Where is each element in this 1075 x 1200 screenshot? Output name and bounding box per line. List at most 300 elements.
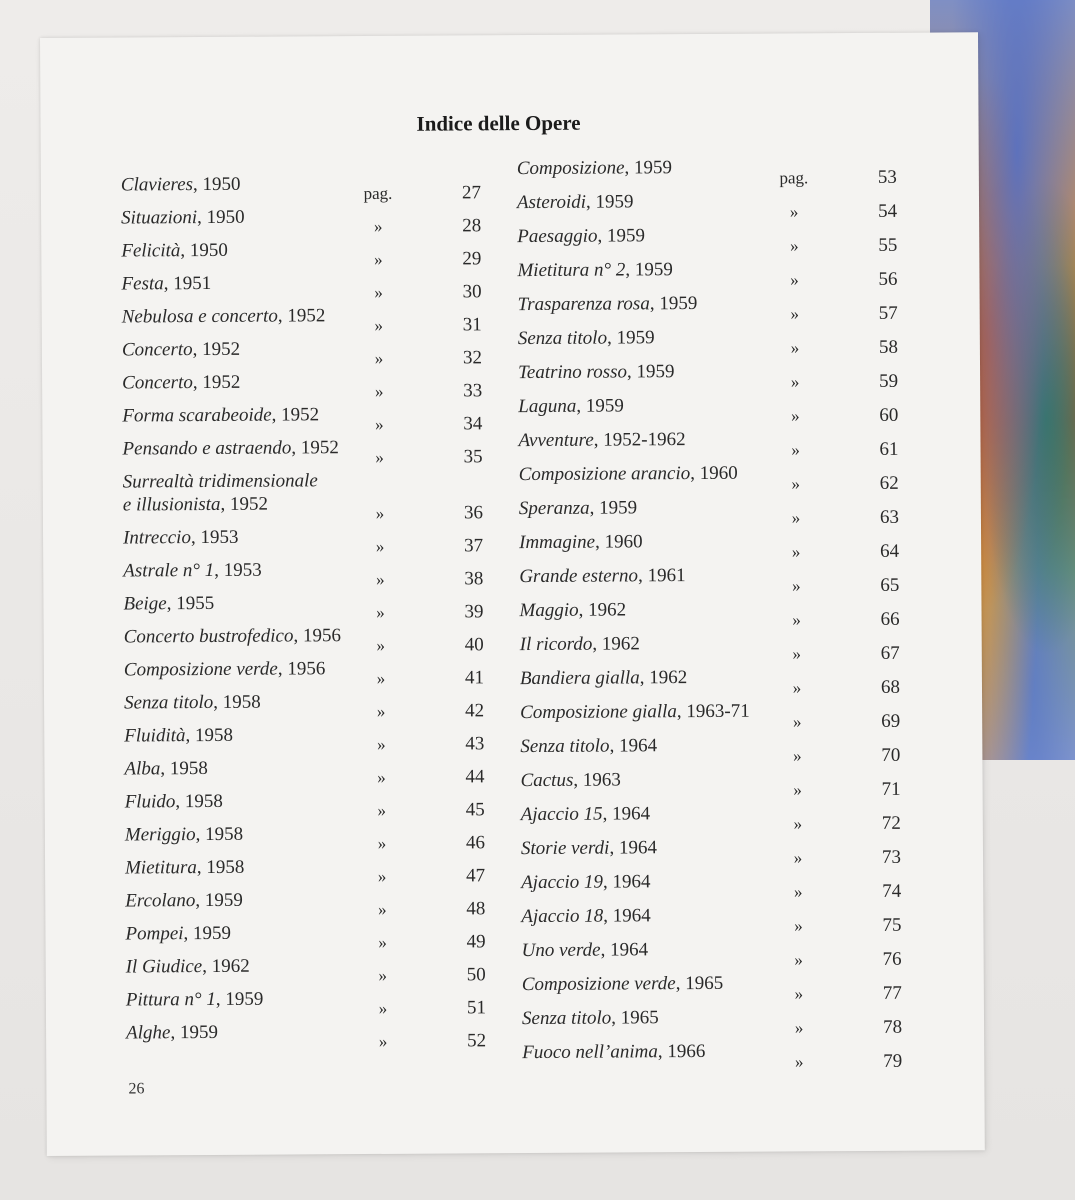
entry-year: , 1963-71 <box>676 700 750 723</box>
index-entry <box>518 291 898 327</box>
index-entry <box>521 869 901 905</box>
page-prefix: » <box>375 536 385 556</box>
page-prefix: » <box>790 338 800 358</box>
entry-page-number: 48 <box>466 898 486 920</box>
entry-year: , 1964 <box>609 837 657 859</box>
entry-name: Fluidità <box>124 725 186 747</box>
entry-year: , 1959 <box>183 922 232 945</box>
page-prefix: » <box>791 508 801 528</box>
entry-page-number: 63 <box>879 506 900 528</box>
page-prefix: » <box>374 381 384 401</box>
entry-year: , 1950 <box>192 173 241 196</box>
index-entry <box>522 1005 902 1041</box>
entry-page-number: 74 <box>882 880 902 902</box>
entry-name: Senza titolo <box>520 735 610 758</box>
entry-title <box>122 435 482 460</box>
page-prefix: » <box>378 1031 388 1051</box>
entry-title <box>125 920 485 945</box>
entry-year: , 1961 <box>637 565 686 587</box>
entry-page-number: 34 <box>463 413 483 435</box>
page-prefix: » <box>793 746 802 766</box>
entry-page-number: 58 <box>878 336 898 358</box>
page-prefix: » <box>794 1052 804 1072</box>
entry-page-number: 40 <box>464 634 484 656</box>
entry-year: , 1958 <box>185 724 234 747</box>
entry-title <box>122 369 482 394</box>
entry-page-number: 42 <box>465 700 485 722</box>
entry-year: , 1959 <box>585 191 634 213</box>
entry-page-number: 36 <box>463 502 483 524</box>
entry-year: , 1959 <box>597 225 646 247</box>
entry-title <box>517 189 897 214</box>
page-prefix: » <box>794 950 803 970</box>
index-column-left <box>121 171 486 1054</box>
index-entry <box>522 1039 902 1075</box>
entry-page-number: 28 <box>462 215 482 237</box>
entry-name: e illusionista <box>122 493 221 516</box>
page-prefix: » <box>374 282 383 302</box>
entry-title <box>122 402 482 427</box>
entry-year: , 1951 <box>163 272 212 295</box>
entry-year: , 1962 <box>639 667 688 689</box>
entry-page-number: 32 <box>462 347 483 369</box>
page-prefix: » <box>376 668 386 688</box>
entry-page-number: 31 <box>462 314 482 336</box>
page-prefix: » <box>375 503 385 523</box>
entry-name: Teatrino rosso <box>517 361 628 384</box>
entry-year: , 1950 <box>197 206 245 229</box>
page-prefix: » <box>378 998 388 1018</box>
entry-page-number: 41 <box>464 667 484 689</box>
entry-name: Senza titolo <box>123 691 214 714</box>
entry-year: , 1952-1962 <box>593 429 686 451</box>
entry-title <box>122 336 482 361</box>
entry-page-number: 45 <box>465 799 485 821</box>
entry-title <box>124 656 484 681</box>
entry-page-number: 57 <box>878 302 898 324</box>
entry-title <box>521 869 901 894</box>
entry-name: Senza titolo <box>517 327 608 350</box>
page-prefix: pag. <box>779 168 809 188</box>
page-prefix: » <box>793 780 802 800</box>
index-entry <box>124 656 484 691</box>
page-prefix: » <box>378 899 387 919</box>
entry-page-number: 37 <box>464 535 484 557</box>
index-column-right <box>517 155 903 1075</box>
index-entry <box>125 821 485 856</box>
entry-title <box>125 821 485 846</box>
entry-page-number: 75 <box>882 914 902 936</box>
entry-page-number: 29 <box>462 248 482 270</box>
page-prefix: » <box>374 315 384 335</box>
entry-title <box>123 468 483 516</box>
entry-name: Il Giudice <box>125 956 203 978</box>
entry-year: , 1959 <box>215 988 264 1010</box>
page-prefix: » <box>794 1018 804 1038</box>
entry-page-number: 53 <box>877 166 897 188</box>
entry-page-number: 38 <box>464 568 484 590</box>
entry-title <box>521 801 901 826</box>
entry-page-number: 30 <box>462 281 482 303</box>
entry-name: Concerto <box>121 339 193 361</box>
entry-title <box>126 953 486 978</box>
index-entry <box>519 495 899 531</box>
index-entry <box>125 788 485 823</box>
entry-page-number: 44 <box>465 766 485 788</box>
entry-name: Composizione <box>516 157 625 180</box>
page-prefix: » <box>377 767 386 787</box>
index-entry <box>520 733 900 769</box>
entry-page-number: 72 <box>881 812 901 834</box>
entry-name: Beige <box>123 593 167 615</box>
index-entry <box>122 303 482 338</box>
entry-name: Avventure <box>518 429 594 452</box>
entry-year: , 1959 <box>649 292 698 315</box>
entry-year: , 1952 <box>192 338 241 361</box>
entry-page-number: 73 <box>881 846 902 868</box>
entry-title <box>121 204 481 229</box>
entry-year: , 1960 <box>690 462 738 485</box>
entry-year: , 1958 <box>195 823 244 846</box>
entry-title <box>126 1019 486 1044</box>
entry-page-number: 54 <box>878 200 898 222</box>
page-prefix: » <box>792 576 801 596</box>
entry-year: , 1958 <box>160 757 208 780</box>
entry-year: , 1952 <box>291 437 339 459</box>
entry-title <box>123 590 483 615</box>
page-prefix: » <box>375 414 384 434</box>
entry-title <box>519 461 899 486</box>
entry-year: , 1955 <box>166 592 215 615</box>
index-entry <box>124 689 484 724</box>
page-prefix: » <box>793 848 803 868</box>
entry-title <box>121 270 481 295</box>
index-entry <box>518 393 898 429</box>
index-entry <box>519 597 899 633</box>
index-entry <box>126 953 486 988</box>
entry-year: , 1959 <box>195 889 243 912</box>
entry-year: , 1959 <box>626 361 675 383</box>
entry-page-number: 27 <box>461 182 482 204</box>
entry-page-number: 67 <box>880 642 900 664</box>
index-entry <box>124 623 484 658</box>
entry-title <box>517 257 897 282</box>
entry-year: , 1952 <box>192 371 241 394</box>
entry-name: Uno verde <box>521 939 601 962</box>
index-entry <box>518 325 898 361</box>
entry-title <box>522 1005 902 1030</box>
entry-title <box>521 835 901 860</box>
entry-page-number: 71 <box>881 778 901 800</box>
entry-name: Alghe <box>126 1022 171 1044</box>
index-entry <box>123 557 483 592</box>
entry-name: Pittura n° 1 <box>125 988 216 1011</box>
page-prefix: » <box>793 882 803 902</box>
entry-year: , 1952 <box>271 404 320 426</box>
index-entry <box>522 971 902 1007</box>
entry-page-number: 49 <box>466 931 486 953</box>
entry-name: Pensando e astraendo <box>122 437 292 460</box>
catalog-page <box>40 32 985 1156</box>
entry-name: Festa <box>121 273 164 295</box>
entry-name: Ajaccio 19 <box>521 871 604 894</box>
entry-year: , 1959 <box>624 157 673 179</box>
entry-year: , 1964 <box>602 871 651 893</box>
entry-year: , 1959 <box>576 395 624 417</box>
entry-year: , 1962 <box>578 599 627 621</box>
entry-title <box>125 788 485 813</box>
entry-year: , 1959 <box>625 259 673 281</box>
page-prefix: » <box>791 406 800 426</box>
entry-year: , 1964 <box>600 939 649 961</box>
entry-page-number: 78 <box>882 1016 903 1038</box>
entry-year: , 1964 <box>603 905 651 927</box>
entry-page-number: 62 <box>879 472 899 494</box>
entry-year: , 1958 <box>175 790 223 813</box>
entry-title <box>520 733 900 758</box>
entry-name: Grande esterno <box>519 565 639 588</box>
entry-title <box>519 495 899 520</box>
index-entry <box>519 461 899 497</box>
entry-name-line1: Surrealtà tridimensionale <box>122 470 318 493</box>
index-entry <box>125 887 485 922</box>
index-entry <box>517 155 897 191</box>
page-prefix: » <box>377 734 386 754</box>
entry-title <box>522 1039 902 1064</box>
page-prefix: » <box>790 304 800 324</box>
index-entry <box>121 171 481 206</box>
index-entry <box>517 223 897 259</box>
entry-year: , 1953 <box>190 526 239 549</box>
entry-title <box>518 427 898 452</box>
page-prefix: » <box>377 833 387 853</box>
entry-page-number: 60 <box>879 404 899 426</box>
page-prefix: » <box>792 712 802 732</box>
page-prefix: » <box>792 644 802 664</box>
entry-page-number: 59 <box>879 370 899 392</box>
index-entry <box>517 189 897 225</box>
entry-year: , 1956 <box>277 658 326 680</box>
entry-page-number: 52 <box>467 1030 487 1052</box>
entry-name: Mietitura <box>125 857 197 879</box>
entry-title <box>518 325 898 350</box>
entry-year: , 1964 <box>609 735 658 757</box>
entry-year: , 1959 <box>606 327 655 349</box>
index-entry <box>520 767 900 803</box>
entry-title <box>519 597 899 622</box>
page-prefix: » <box>378 965 388 985</box>
page-title: Indice delle Opere <box>416 110 581 136</box>
entry-title <box>518 359 898 384</box>
entry-name: Fluido <box>124 791 176 813</box>
index-entry <box>125 920 485 955</box>
index-entry <box>121 270 481 305</box>
entry-name: Pompei <box>125 923 184 945</box>
entry-page-number: 39 <box>464 601 484 623</box>
index-entry <box>520 699 900 735</box>
entry-name: Fuoco nell’anima <box>522 1041 658 1064</box>
entry-year: , 1962 <box>202 955 250 978</box>
index-entry <box>125 854 485 889</box>
entry-title <box>124 689 484 714</box>
entry-name: Il ricordo <box>519 633 593 656</box>
entry-name: Cactus <box>520 769 574 792</box>
entry-name: Composizione verde <box>521 973 676 996</box>
index-entry <box>518 427 898 463</box>
entry-name: Nebulosa e concerto <box>121 305 278 328</box>
entry-name: Meriggio <box>124 824 196 846</box>
entry-title <box>122 303 482 328</box>
entry-page-number: 70 <box>881 744 901 766</box>
page-prefix: » <box>378 932 387 952</box>
entry-name: Alba <box>124 758 161 780</box>
entry-name: Intreccio <box>122 527 191 549</box>
entry-page-number: 50 <box>466 964 486 986</box>
page-prefix: » <box>377 800 387 820</box>
entry-name: Laguna <box>518 395 577 418</box>
entry-year: , 1960 <box>595 531 643 553</box>
entry-page-number: 76 <box>882 948 902 970</box>
entry-page-number: 33 <box>463 380 483 402</box>
page-prefix: » <box>374 348 384 368</box>
entry-name: Maggio <box>519 599 579 622</box>
page-prefix: » <box>791 474 801 494</box>
entry-title <box>124 722 484 747</box>
entry-title <box>126 986 486 1011</box>
entry-page-number: 47 <box>466 865 486 887</box>
entry-name: Forma scarabeoide <box>122 404 272 427</box>
entry-name: Paesaggio <box>517 225 598 248</box>
entry-title <box>520 767 900 792</box>
page-prefix: » <box>373 216 383 236</box>
page-prefix: » <box>376 635 386 655</box>
entry-title <box>517 223 897 248</box>
page-prefix: » <box>792 678 802 698</box>
page-prefix: » <box>790 270 799 290</box>
entry-name: Composizione arancio <box>518 463 691 486</box>
index-entry <box>124 722 484 757</box>
index-entry <box>518 359 898 395</box>
entry-year: , 1959 <box>589 497 638 519</box>
entry-title <box>519 529 899 554</box>
entry-title <box>518 393 898 418</box>
index-entry <box>126 1019 486 1054</box>
entry-name: Composizione gialla <box>520 701 677 724</box>
entry-year: , 1952 <box>220 493 269 515</box>
entry-name: Composizione verde <box>123 658 278 681</box>
entry-name: Situazioni <box>121 207 198 229</box>
entry-year: , 1953 <box>214 559 262 581</box>
index-entry <box>121 237 481 272</box>
entry-year: , 1959 <box>170 1021 218 1044</box>
entry-name: Concerto <box>122 372 193 394</box>
entry-title <box>520 699 900 724</box>
index-entry <box>124 755 484 790</box>
entry-year: , 1958 <box>213 691 261 713</box>
entry-title <box>521 903 901 928</box>
index-entry <box>519 563 899 599</box>
entry-year: , 1952 <box>277 305 326 327</box>
index-entry <box>123 468 483 526</box>
entry-title <box>522 971 902 996</box>
entry-title <box>125 887 485 912</box>
entry-year: , 1965 <box>675 972 724 995</box>
entry-title <box>522 937 902 962</box>
index-entry <box>122 336 482 371</box>
entry-title <box>124 755 484 780</box>
page-prefix: » <box>790 372 800 392</box>
index-entry <box>122 402 482 437</box>
entry-page-number: 68 <box>880 676 901 698</box>
entry-page-number: 69 <box>881 710 901 732</box>
entry-title <box>518 291 898 316</box>
entry-page-number: 64 <box>880 540 900 562</box>
entry-name: Senza titolo <box>521 1007 612 1030</box>
index-entry <box>121 204 481 239</box>
entry-name: Speranza <box>518 497 590 520</box>
entry-name: Ercolano <box>125 890 196 912</box>
entry-year: , 1956 <box>293 625 341 647</box>
page-prefix: » <box>791 542 801 562</box>
index-entry <box>521 801 901 837</box>
page-prefix: » <box>789 236 799 256</box>
index-entry <box>122 369 482 404</box>
entry-page-number: 43 <box>465 733 485 755</box>
index-entry <box>123 524 483 559</box>
index-entry <box>519 529 899 565</box>
entry-year: , 1963 <box>573 769 621 791</box>
entry-year: , 1962 <box>592 633 640 655</box>
entry-title <box>121 237 481 262</box>
entry-year: , 1950 <box>180 239 228 262</box>
index-entry <box>123 590 483 625</box>
entry-title <box>519 563 899 588</box>
entry-name: Ajaccio 18 <box>521 905 604 928</box>
entry-title <box>517 155 897 180</box>
page-prefix: » <box>789 202 799 222</box>
entry-title <box>520 631 900 656</box>
page-prefix: » <box>794 984 804 1004</box>
entry-page-number: 79 <box>883 1050 903 1072</box>
page-prefix: pag. <box>363 183 393 204</box>
entry-name: Asteroidi <box>516 191 587 214</box>
index-entry <box>521 835 901 871</box>
entry-title <box>121 171 481 196</box>
page-prefix: » <box>377 866 387 886</box>
entry-page-number: 56 <box>878 268 898 290</box>
page-prefix: » <box>794 916 803 936</box>
page-prefix: » <box>375 447 384 467</box>
page-prefix: » <box>376 602 385 622</box>
entry-page-number: 65 <box>880 574 900 596</box>
entry-title <box>123 557 483 582</box>
entry-year: , 1966 <box>657 1040 706 1063</box>
entry-year: , 1958 <box>196 856 245 879</box>
entry-title <box>123 524 483 549</box>
entry-page-number: 77 <box>882 982 902 1004</box>
entry-name: Ajaccio 15 <box>520 803 603 826</box>
entry-title <box>124 623 484 648</box>
entry-title <box>125 854 485 879</box>
entry-page-number: 66 <box>880 608 900 630</box>
entry-name: Clavieres <box>120 174 194 196</box>
entry-name: Storie verdi <box>520 837 610 860</box>
entry-name: Bandiera gialla <box>519 667 640 690</box>
entry-page-number: 51 <box>466 997 486 1019</box>
index-entry <box>520 631 900 667</box>
page-prefix: » <box>792 610 801 630</box>
index-entry <box>122 435 482 470</box>
